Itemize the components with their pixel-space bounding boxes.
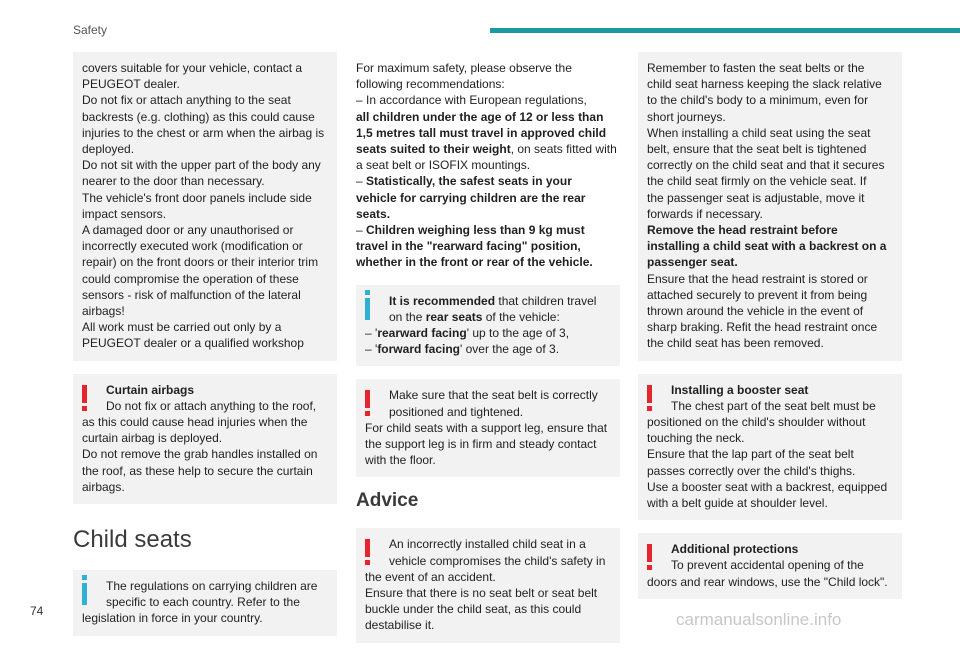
text-line: Remove the head restraint before [647,223,838,238]
text-line: correctly on the child seat and that it secures [647,158,885,173]
bold-span: rear seats [425,309,483,324]
bold-span: forward facing [377,342,460,357]
text-line: All work must be carried out only by a [82,320,282,335]
text-line: Do not fix or attach anything to the seat [82,93,291,108]
curtain-airbags-title: Curtain airbags [106,382,195,397]
text-line: The vehicle's front door panels include side [82,190,312,205]
seatbelt-warning [356,379,620,477]
booster-seat-warning [638,374,902,521]
recommendations-text [356,52,620,271]
text-line: incorrectly executed work (modification or [82,239,303,254]
text-line: Ensure that the lap part of the seat belt [647,447,854,462]
text-line: Remember to fasten the seat belts or the [647,61,865,75]
text-line: doors and rear windows, use the "Child lock". [647,574,888,589]
text-line: curtain airbag is deployed. [82,431,223,446]
text-line: destabilise it. [365,618,435,633]
warning-icon [647,544,652,562]
text-line: seats. [356,206,391,221]
text-line: forwards if necessary. [647,206,763,221]
text-line: the child seat firmly on the vehicle seat. If [647,174,867,189]
booster-seat-title: Installing a booster seat [671,382,809,397]
text-line: to the child's body to a minimum, even for [647,93,869,108]
bold-span: seats suited to their weight [356,142,511,157]
text-line: attached securely to prevent it from being [647,287,868,302]
text-span: on the [389,309,426,324]
section-heading-child-seats: Child seats [73,526,192,554]
text-line: nearer to the door than necessary. [82,174,265,189]
text-line: the support leg is in firm and steady contact [365,437,597,452]
text-line: travel in the "rearward facing" position, [356,239,581,254]
text-span: , on seats fitted with [510,142,617,157]
text-line: For maximum safety, please observe the [356,61,572,75]
text-line: impact sensors. [82,206,167,221]
text-line: An incorrectly installed child seat in a [389,537,586,552]
text-line: vehicle compromises the child's safety in [389,553,606,568]
text-line: short journeys. [647,109,726,124]
text-line: Make sure that the seat belt is correctly [389,388,598,403]
text-span: ' over the age of 3. [460,342,560,357]
text-line [365,293,611,309]
text-span: of the vehicle: [482,309,560,324]
section-heading-advice: Advice [356,490,419,512]
text-line: airbags. [82,479,125,494]
seat-belt-reminder-box [638,52,902,361]
airbag-info-box [73,52,337,361]
text-line: PEUGEOT dealer or a qualified workshop [82,336,304,351]
text-line: To prevent accidental opening of the [671,558,864,573]
text-span: ' up to the age of 3, [466,326,570,341]
text-span: that children travel [495,293,597,308]
text-line: covers suitable for your vehicle, contact a [82,61,303,75]
column-3 [638,52,902,612]
text-line: Use a booster seat with a backrest, equipped [647,479,888,494]
text-line: airbags! [82,304,125,319]
additional-protections-warning [638,533,902,599]
text-line: deployed. [82,142,135,157]
text-line: sensors - risk of malfunction of the lateral [82,287,301,302]
text-line [356,141,620,157]
text-line: 1,5 metres tall must travel in approved child [356,125,607,140]
text-line: positioned and tightened. [389,404,524,419]
text-line [356,222,620,238]
text-line: The regulations on carrying children are [106,579,318,594]
text-line: specific to each country. Refer to the [106,595,300,610]
text-line: following recommendations: [356,77,505,92]
text-line: a seat belt or ISOFIX mountings. [356,158,531,173]
text-line: all children under the age of 12 or less than [356,109,604,124]
text-line: buckle under the child seat, as this could [365,602,582,617]
text-line [365,309,611,325]
text-span: – ' [365,342,378,357]
running-header-title: Safety [73,23,108,37]
text-line: could compromise the operation of these [82,271,299,286]
warning-icon [365,539,370,557]
text-line: Do not fix or attach anything to the roof, [106,398,317,413]
text-line: installing a child seat with a backrest on a [647,239,887,254]
bold-span: It is recommended [389,293,496,308]
text-line [365,325,611,341]
advice-warning [356,528,620,642]
text-line: sharp braking. Refit the head restraint once [647,320,878,335]
text-line: Ensure that there is no seat belt or seat belt [365,586,598,601]
text-line: positioned on the child's shoulder without [647,415,866,430]
bold-span: Children weighing less than 9 kg must [366,223,585,238]
text-line: – In accordance with European regulations, [356,93,587,108]
text-line: Do not remove the grab handles installed on [82,447,318,462]
text-line: whether in the front or rear of the vehicle. [356,255,593,270]
warning-icon [647,385,652,403]
text-line: thrown around the vehicle in the event of [647,304,864,319]
text-line: as this could cause head injuries when the [82,415,308,430]
additional-protections-title: Additional protections [671,542,799,557]
text-line: For child seats with a support leg, ensure that [365,420,608,435]
text-line: PEUGEOT dealer. [82,77,180,92]
header-accent-bar [490,28,960,33]
text-line [356,173,620,189]
text-line: the roof, as these help to secure the curtain [82,463,313,478]
text-span: – ' [365,326,378,341]
text-line: with the floor. [365,453,436,468]
bold-span: Statistically, the safest seats in your [366,174,572,189]
text-span: – [356,174,367,189]
info-icon [82,583,87,605]
text-line: belt, ensure that the seat belt is tightened [647,142,867,157]
text-line: legislation in force in your country. [82,611,263,626]
curtain-airbags-warning [73,374,337,504]
text-line: Do not sit with the upper part of the body any [82,158,321,173]
warning-icon [82,385,87,403]
text-line: child seat harness keeping the slack relative [647,77,882,92]
page-number: 74 [30,604,44,618]
text-line [365,341,611,357]
warning-icon [365,390,370,408]
text-line: Ensure that the head restraint is stored or [647,271,868,286]
text-line: When installing a child seat using the seat [647,125,871,140]
text-line: with a belt guide at shoulder level. [647,496,828,511]
text-line: the event of an accident. [365,569,496,584]
text-span: – [356,223,367,238]
text-line: passenger seat. [647,255,738,270]
text-line: passes correctly over the child's thighs. [647,463,856,478]
column-1 [73,52,337,649]
text-line: The chest part of the seat belt must be [671,398,876,413]
text-line: the passenger seat is adjustable, move it [647,190,865,205]
info-icon [365,298,370,320]
regulations-info-box [73,570,337,636]
column-2 [356,52,620,656]
recommended-info-box [356,285,620,367]
text-line: injuries to the chest or arm when the airbag is [82,125,325,140]
text-line: touching the neck. [647,431,745,446]
text-line: A damaged door or any unauthorised or [82,223,294,238]
text-line: the child seat has been removed. [647,336,824,351]
bold-span: rearward facing [377,326,467,341]
text-line: repair) on the front doors or their interior trim [82,255,319,270]
watermark: carmanualsonline.info [676,610,842,629]
text-line: vehicle for carrying children are the rear [356,190,586,205]
text-line: backrests (e.g. clothing) as this could cause [82,109,315,124]
